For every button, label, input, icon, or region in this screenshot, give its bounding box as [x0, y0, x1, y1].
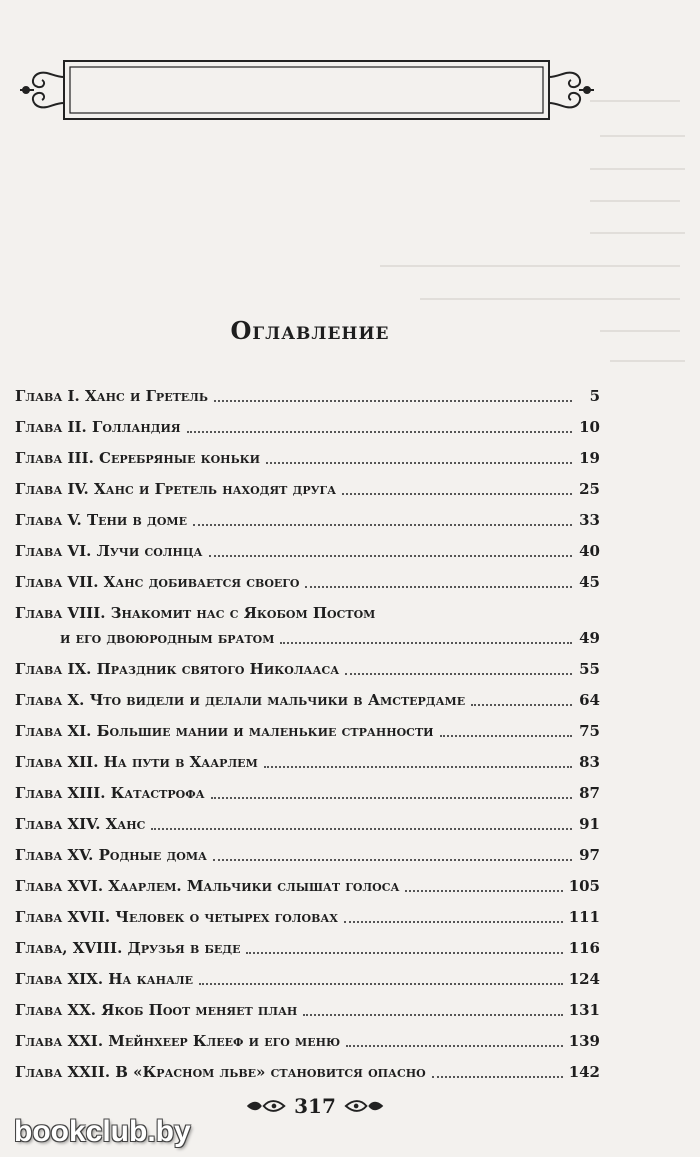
chapter-page: 83	[579, 753, 600, 771]
toc-entry	[15, 907, 600, 928]
chapter-title: Глава XIV. Ханс	[15, 815, 146, 833]
toc-entry	[15, 1000, 600, 1021]
chapter-page: 10	[579, 418, 600, 436]
dot-leader	[187, 430, 572, 433]
chapter-title: Глава XIX. На канале	[15, 970, 194, 988]
chapter-title: Глава IV. Ханс и Гретель находят друга	[15, 480, 337, 498]
chapter-title: Глава XII. На пути в Хаарлем	[15, 753, 258, 771]
chapter-page: 87	[579, 784, 600, 802]
chapter-title: Глава VI. Лучи солнца	[15, 542, 203, 560]
chapter-page: 25	[579, 480, 600, 498]
chapter-page: 40	[579, 542, 600, 560]
toc-entry-multiline	[15, 604, 600, 649]
chapter-page: 5	[589, 387, 600, 405]
toc-entry	[15, 1062, 600, 1083]
chapter-title: Глава II. Голландия	[15, 418, 181, 436]
toc-title: Оглавление	[230, 316, 390, 345]
chapter-title: Глава XX. Якоб Поот меняет план	[15, 1001, 298, 1019]
toc-entry	[15, 572, 600, 593]
toc-entry	[15, 876, 600, 897]
chapter-title: Глава V. Тени в доме	[15, 511, 187, 529]
chapter-title: Глава XI. Большие мании и маленькие странности	[15, 722, 434, 740]
bleed-through-line	[590, 168, 685, 170]
chapter-title-continuation: и его двоюродным братом	[60, 629, 275, 647]
dot-leader	[440, 734, 572, 737]
chapter-page: 131	[568, 1001, 600, 1019]
dot-leader	[344, 920, 563, 923]
dot-leader	[214, 399, 572, 402]
toc-entry	[15, 510, 600, 531]
toc-entry	[15, 541, 600, 562]
bleed-through-line	[380, 265, 680, 267]
ornamental-header-frame	[14, 55, 599, 125]
toc-entry	[15, 845, 600, 866]
dot-leader	[405, 889, 562, 892]
dot-leader	[264, 765, 572, 768]
chapter-title: Глава, XVIII. Друзья в беде	[15, 939, 241, 957]
toc-entry	[15, 479, 600, 500]
chapter-page: 124	[568, 970, 600, 988]
chapter-title: Глава XVI. Хаарлем. Мальчики слышат голоса	[15, 877, 400, 895]
left-ornament-icon	[245, 1098, 286, 1114]
chapter-title: Глава VIII. Знакомит нас с Якобом Постом	[15, 604, 376, 622]
chapter-title: Глава III. Серебряные коньки	[15, 449, 261, 467]
dot-leader	[193, 523, 572, 526]
page-number-footer	[245, 1094, 385, 1118]
chapter-page: 45	[579, 573, 600, 591]
toc-entry	[15, 659, 600, 680]
dot-leader	[345, 672, 572, 675]
chapter-title: Глава XVII. Человек о четырех головах	[15, 908, 338, 926]
dot-leader	[342, 492, 572, 495]
toc-entry	[15, 448, 600, 469]
chapter-page: 75	[579, 722, 600, 740]
chapter-page: 19	[579, 449, 600, 467]
chapter-page: 97	[579, 846, 600, 864]
site-watermark: bookclub.by	[14, 1115, 191, 1148]
chapter-title: Глава IX. Праздник святого Николааса	[15, 660, 340, 678]
chapter-page: 111	[568, 908, 600, 926]
chapter-title: Глава XV. Родные дома	[15, 846, 207, 864]
dot-leader	[432, 1075, 563, 1078]
chapter-page: 116	[568, 939, 600, 957]
bleed-through-line	[420, 298, 680, 300]
chapter-page: 91	[579, 815, 600, 833]
chapter-title: Глава XXII. В «Красном льве» становится опасно	[15, 1063, 426, 1081]
bleed-through-line	[590, 100, 680, 102]
toc-entry	[15, 1031, 600, 1052]
dot-leader	[346, 1044, 563, 1047]
toc-entry	[15, 752, 600, 773]
bleed-through-line	[600, 135, 685, 137]
bleed-through-line	[590, 232, 685, 234]
dot-leader	[211, 796, 572, 799]
dot-leader	[280, 641, 572, 644]
toc-entry	[15, 969, 600, 990]
dot-leader	[246, 951, 562, 954]
dot-leader	[213, 858, 572, 861]
toc-entry	[15, 783, 600, 804]
chapter-page: 55	[579, 660, 600, 678]
toc-entry	[15, 938, 600, 959]
chapter-page: 139	[568, 1032, 600, 1050]
chapter-title: Глава VII. Ханс добивается своего	[15, 573, 300, 591]
toc-entry	[15, 417, 600, 438]
bleed-through-line	[590, 200, 680, 202]
chapter-title: Глава X. Что видели и делали мальчики в Амстердаме	[15, 691, 466, 709]
right-ornament-icon	[344, 1098, 385, 1114]
dot-leader	[471, 703, 572, 706]
chapter-page: 49	[579, 629, 600, 647]
dot-leader	[199, 982, 563, 985]
page-number: 317	[294, 1094, 336, 1118]
toc-entry	[15, 721, 600, 742]
chapter-page: 142	[568, 1063, 600, 1081]
dot-leader	[303, 1013, 562, 1016]
dot-leader	[151, 827, 572, 830]
chapter-page: 64	[579, 691, 600, 709]
dot-leader	[266, 461, 572, 464]
chapter-page: 105	[568, 877, 600, 895]
toc-entry	[15, 814, 600, 835]
chapter-title: Глава I. Ханс и Гретель	[15, 387, 208, 405]
dot-leader	[305, 585, 572, 588]
chapter-page: 33	[579, 511, 600, 529]
dot-leader	[209, 554, 572, 557]
bleed-through-line	[610, 360, 685, 362]
chapter-title: Глава XXI. Мейнхеер Клееф и его меню	[15, 1032, 341, 1050]
toc-entry	[15, 386, 600, 407]
chapter-title: Глава XIII. Катастрофа	[15, 784, 205, 802]
toc-entry	[15, 690, 600, 711]
